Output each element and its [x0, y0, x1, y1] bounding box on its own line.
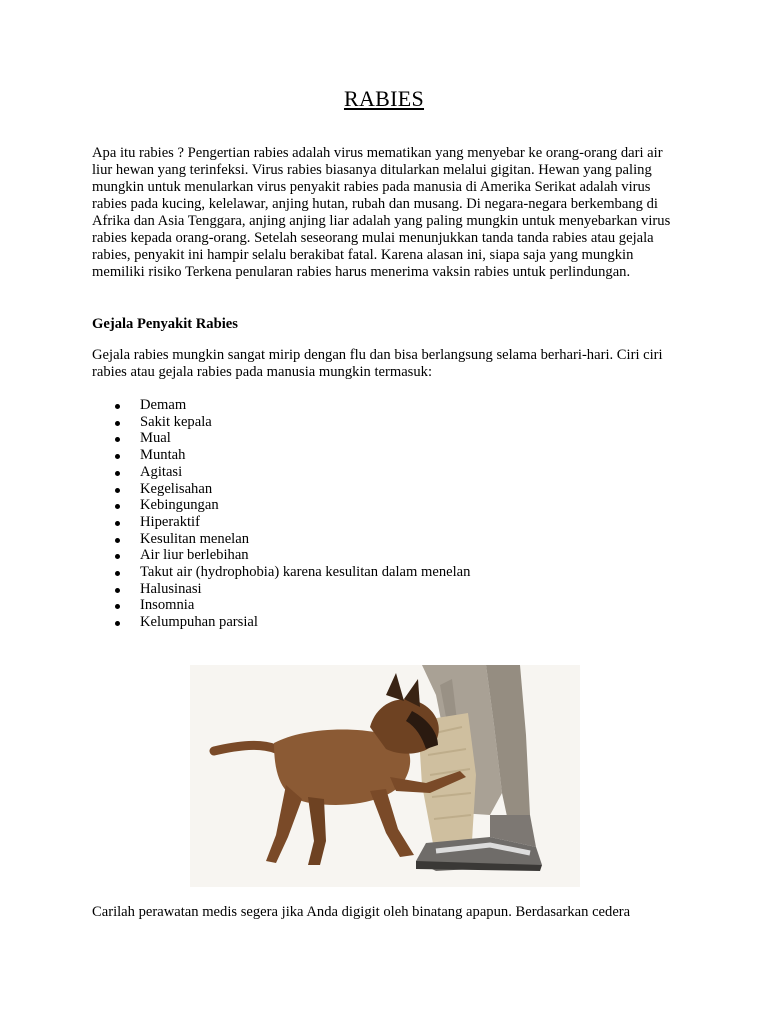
- symptom-item: Kesulitan menelan: [92, 531, 470, 548]
- intro-paragraph: Apa itu rabies ? Pengertian rabies adalah virus mematikan yang menyebar ke orang-orang dari air liur hewan yang terinfeksi. Virus rabies biasanya ditularkan melalui gigitan. Hewan yang paling mungkin untuk menularkan virus penyakit rabies pada manusia di Amerika Serikat adalah virus rabies pada kucing, kelelawar, anjing hutan, rubah dan musang. Di negara-negara berkembang di Afrika dan Asia Tenggara, anjing anjing liar adalah yang paling mungkin untuk menyebarkan virus rabies kepada orang-orang. Setelah seseorang mulai menunjukkan tanda tanda rabies atau gejala rabies, penyakit ini hampir selalu berakibat fatal. Karena alasan ini, siapa saja yang mungkin memiliki risiko Terkena penularan rabies harus menerima vaksin rabies untuk perlindungan.: [92, 145, 671, 280]
- bullet-icon: [115, 554, 120, 559]
- symptom-item: Kebingungan: [92, 497, 470, 514]
- symptom-item: Takut air (hydrophobia) karena kesulitan dalam menelan: [92, 564, 470, 581]
- symptom-item: Demam: [92, 397, 470, 414]
- document-title: RABIES: [343, 86, 425, 111]
- bullet-icon: [115, 571, 120, 576]
- bullet-icon: [115, 504, 120, 509]
- bullet-icon: [115, 588, 120, 593]
- bullet-icon: [115, 454, 120, 459]
- symptom-item: Halusinasi: [92, 581, 470, 598]
- symptom-item: Sakit kepala: [92, 414, 470, 431]
- symptom-item: Hiperaktif: [92, 514, 470, 531]
- symptom-item: Insomnia: [92, 597, 470, 614]
- bullet-icon: [115, 404, 120, 409]
- symptom-item: Mual: [92, 430, 470, 447]
- bullet-icon: [115, 521, 120, 526]
- bullet-icon: [115, 437, 120, 442]
- bullet-icon: [115, 621, 120, 626]
- symptom-item: Muntah: [92, 447, 470, 464]
- section-heading: Gejala Penyakit Rabies: [92, 316, 238, 332]
- closing-line: Carilah perawatan medis segera jika Anda digigit oleh binatang apapun. Berdasarkan cedera: [92, 904, 631, 920]
- symptom-item: Air liur berlebihan: [92, 547, 470, 564]
- symptoms-intro: Gejala rabies mungkin sangat mirip dengan flu dan bisa berlangsung selama berhari-hari. Ciri ciri rabies atau gejala rabies pada manusia mungkin termasuk:: [92, 347, 663, 380]
- bullet-icon: [115, 488, 120, 493]
- bullet-icon: [115, 538, 120, 543]
- bullet-icon: [115, 471, 120, 476]
- symptom-item: Kegelisahan: [92, 481, 470, 498]
- bullet-icon: [115, 604, 120, 609]
- dog-bite-photo: [190, 665, 580, 887]
- symptom-item: Kelumpuhan parsial: [92, 614, 470, 631]
- symptom-item: Agitasi: [92, 464, 470, 481]
- symptom-list: [92, 397, 470, 631]
- bullet-icon: [115, 421, 120, 426]
